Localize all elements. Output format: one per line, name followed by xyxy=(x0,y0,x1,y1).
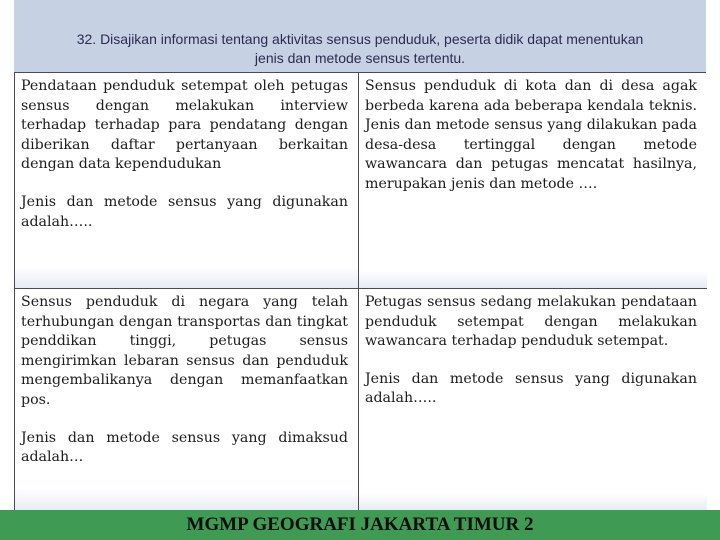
footer-label: MGMP GEOGRAFI JAKARTA TIMUR 2 xyxy=(186,514,534,535)
case-table xyxy=(14,72,706,510)
case-text: Pendataan penduduk setempat oleh petugas sensus dengan melakukan interview terhadap terhadap para pendatang dengan diberikan daftar pertanyaan berkaitan dengan data kependudukan xyxy=(21,78,348,173)
case-question: Jenis dan metode sensus yang digunakan adalah….. xyxy=(365,370,697,407)
question-header-line-1: 32. Disajikan informasi tentang aktivitas sensus penduduk, peserta didik dapat menentukan xyxy=(76,31,644,47)
case-cell-2 xyxy=(359,73,707,289)
case-question: Jenis dan metode sensus yang dimaksud adalah… xyxy=(21,429,348,466)
footer-banner xyxy=(0,510,720,540)
case-text: Sensus penduduk di kota dan di desa agak berbeda karena ada beberapa kendala teknis. Jenis dan metode sensus yang dilakukan pada desa-desa tertinggal dengan metode wawancara dan petugas mencatat hasilnya, merupakan jenis dan metode …. xyxy=(365,78,697,192)
question-header xyxy=(14,0,706,72)
case-cell-1 xyxy=(15,73,359,289)
case-text: Petugas sensus sedang melakukan pendataan penduduk setempat dengan melakukan wawancara terhadap penduduk setempat. xyxy=(365,294,697,350)
question-header-line-2: jenis dan metode sensus tertentu. xyxy=(254,50,466,66)
case-question: Jenis dan metode sensus yang digunakan adalah….. xyxy=(21,193,348,230)
case-text: Sensus penduduk di negara yang telah terhubungan dengan transportas dan tingkat penddikan tinggi, petugas sensus mengirimkan lebaran sensus dan penduduk mengembalikanya dengan memanfaatkan pos. xyxy=(21,294,348,408)
case-cell-3 xyxy=(15,289,359,511)
case-cell-4 xyxy=(359,289,707,511)
